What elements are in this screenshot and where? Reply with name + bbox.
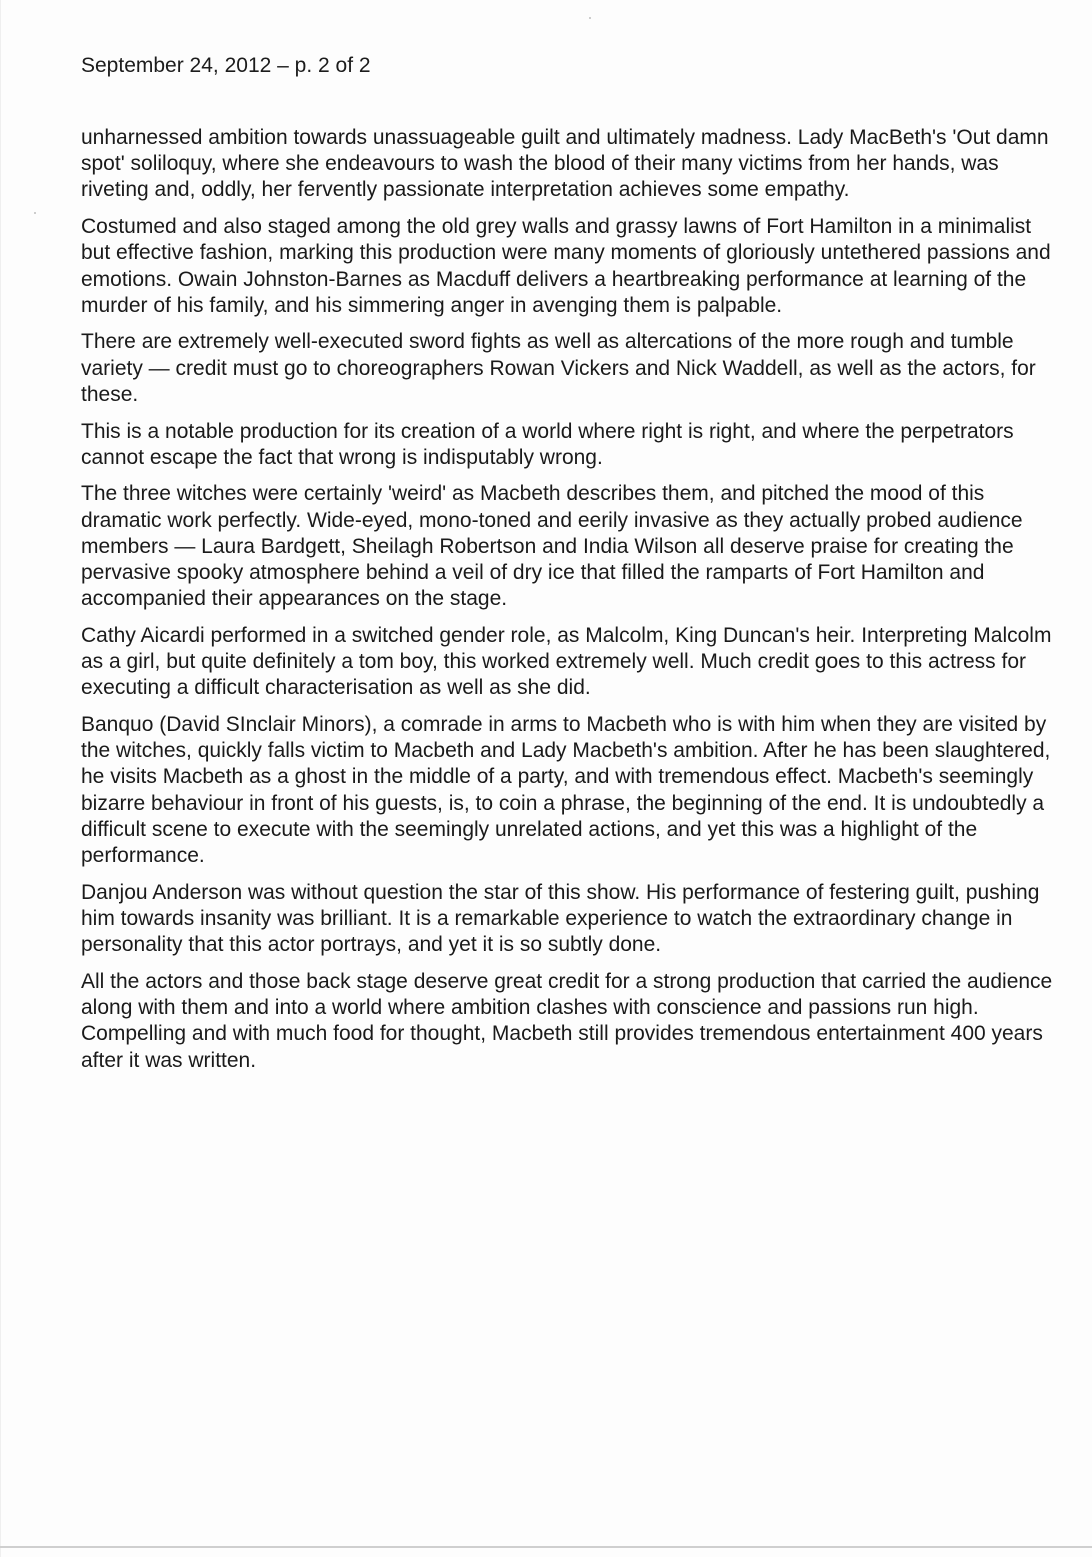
page-header-date: September 24, 2012 – p. 2 of 2 bbox=[81, 54, 371, 77]
scan-bottom-edge bbox=[0, 1546, 1092, 1548]
scan-speck bbox=[589, 17, 591, 19]
paragraph: Banquo (David SInclair Minors), a comrade in arms to Macbeth who is with him when they are visited by the witches, quickly falls victim to Macbeth and Lady Macbeth's ambition. After he has been slaughtered, he visits Macbeth as a ghost in the middle of a party, and with tremendous effect. Macbeth's seemingly bizarre behaviour in front of his guests, is, to coin a phrase, the beginning of the end. It is undoubtedly a difficult scene to execute with the seemingly unrelated actions, and yet this was a highlight of the performance. bbox=[81, 713, 1051, 868]
paragraph: unharnessed ambition towards unassuageable guilt and ultimately madness. Lady MacBeth's 'Out damn spot' soliloquy, where she endeavours to wash the blood of their many victims from her hands, was riveting and, oddly, her fervently passionate interpretation achieves some empathy. bbox=[81, 126, 1049, 202]
scan-left-edge bbox=[0, 0, 1, 1557]
paragraph: Cathy Aicardi performed in a switched gender role, as Malcolm, King Duncan's heir. Interpreting Malcolm as a girl, but quite definitely a tom boy, this worked extremely well. Much credit goes to this actress for executing a difficult characterisation as well as she did. bbox=[81, 623, 1052, 700]
paragraph: Danjou Anderson was without question the star of this show. His performance of festering guilt, pushing him towards insanity was brilliant. It is a remarkable experience to watch the extraordinary change in personality that this actor portrays, and yet it is so subtly done. bbox=[81, 880, 1040, 957]
article-body bbox=[81, 125, 1063, 1084]
paragraph: The three witches were certainly 'weird' as Macbeth describes them, and pitched the mood of this dramatic work perfectly. Wide-eyed, mono-toned and eerily invasive as they actually probed audience members — Laura Bardgett, Sheilagh Robertson and India Wilson all deserve praise for creating the pervasive spooky atmosphere behind a veil of dry ice that filled the ramparts of Fort Hamilton and accompanied their appearances on the stage. bbox=[81, 482, 1023, 611]
paragraph: There are extremely well-executed sword fights as well as altercations of the more rough and tumble variety — credit must go to choreographers Rowan Vickers and Nick Waddell, as well as the actors, for these. bbox=[81, 330, 1036, 406]
paragraph: All the actors and those back stage deserve great credit for a strong production that carried the audience along with them and into a world where ambition clashes with conscience and passions run high. Compelling and with much food for thought, Macbeth still provides tremendous entertainment 400 years after it was written. bbox=[81, 969, 1053, 1072]
scan-speck bbox=[34, 212, 36, 214]
paragraph: Costumed and also staged among the old grey walls and grassy lawns of Fort Hamilton in a minimalist but effective fashion, marking this production were many moments of gloriously untethered passions and emotions. Owain Johnston-Barnes as Macduff delivers a heartbreaking performance at learning of the murder of his family, and his simmering anger in avenging them is palpable. bbox=[81, 215, 1051, 317]
paragraph: This is a notable production for its creation of a world where right is right, and where the perpetrators cannot escape the fact that wrong is indisputably wrong. bbox=[81, 419, 1014, 469]
